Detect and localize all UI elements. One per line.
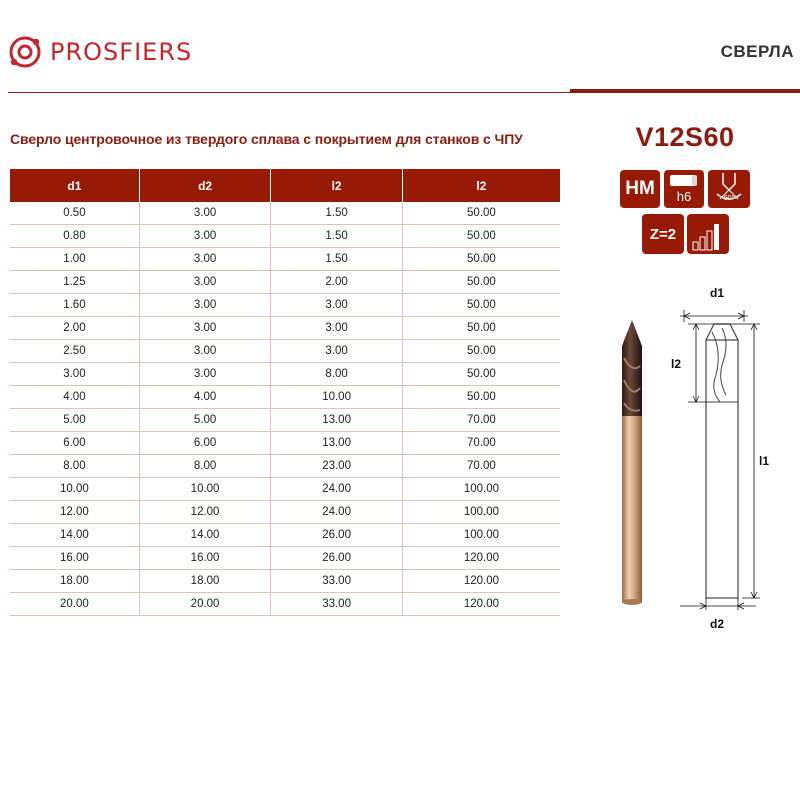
table-cell: 6.00 xyxy=(10,432,139,455)
technical-drawing xyxy=(660,280,780,630)
flutes-label: Z=2 xyxy=(649,225,677,243)
table-cell: 2.50 xyxy=(10,340,139,363)
table-cell: 10.00 xyxy=(271,386,403,409)
signal-bars-icon xyxy=(687,214,729,254)
table-cell: 100.00 xyxy=(402,478,560,501)
table-cell: 3.00 xyxy=(139,317,271,340)
table-cell: 50.00 xyxy=(402,317,560,340)
table-cell: 5.00 xyxy=(139,409,271,432)
table-cell: 1.50 xyxy=(271,248,403,271)
table-cell: 24.00 xyxy=(271,501,403,524)
table-cell: 26.00 xyxy=(271,547,403,570)
table-cell: 4.00 xyxy=(10,386,139,409)
table-cell: 2.00 xyxy=(10,317,139,340)
table-cell: 120.00 xyxy=(402,570,560,593)
table-cell: 33.00 xyxy=(271,593,403,616)
table-cell: 10.00 xyxy=(10,478,139,501)
column-header-d2: d2 xyxy=(139,169,271,202)
section-title: СВЕРЛА xyxy=(720,42,794,61)
drawing-label-l1: l1 xyxy=(759,454,770,468)
drawing-label-d1: d1 xyxy=(710,286,725,300)
table-cell: 1.50 xyxy=(271,225,403,248)
table-cell: 100.00 xyxy=(402,501,560,524)
brand-logo-icon xyxy=(8,35,42,69)
table-row xyxy=(10,432,560,455)
product-description: Сверло центровочное из твердого сплава с покрытием для станков с ЧПУ xyxy=(10,131,523,147)
table-cell: 12.00 xyxy=(10,501,139,524)
table-cell: 23.00 xyxy=(271,455,403,478)
table-cell: 70.00 xyxy=(402,455,560,478)
table-cell: 120.00 xyxy=(402,593,560,616)
drawing-label-d2: d2 xyxy=(710,617,725,630)
table-cell: 3.00 xyxy=(271,294,403,317)
table-cell: 26.00 xyxy=(271,524,403,547)
table-cell: 3.00 xyxy=(139,294,271,317)
table-row xyxy=(10,547,560,570)
table-cell: 24.00 xyxy=(271,478,403,501)
table-row xyxy=(10,593,560,616)
table-cell: 120.00 xyxy=(402,547,560,570)
table-row xyxy=(10,225,560,248)
table-row xyxy=(10,570,560,593)
table-row xyxy=(10,409,560,432)
table-cell: 18.00 xyxy=(139,570,271,593)
table-row xyxy=(10,271,560,294)
table-cell: 50.00 xyxy=(402,294,560,317)
tolerance-label: h6 xyxy=(676,189,692,204)
table-cell: 50.00 xyxy=(402,202,560,225)
table-row xyxy=(10,386,560,409)
table-cell: 12.00 xyxy=(139,501,271,524)
table-cell: 3.00 xyxy=(139,202,271,225)
column-header-l1: l2 xyxy=(402,169,560,202)
table-cell: 3.00 xyxy=(139,340,271,363)
table-cell: 6.00 xyxy=(139,432,271,455)
table-cell: 1.50 xyxy=(271,202,403,225)
header-divider-accent xyxy=(570,89,800,93)
table-cell: 50.00 xyxy=(402,225,560,248)
drill-angle-icon xyxy=(708,170,750,208)
table-row xyxy=(10,317,560,340)
table-cell: 3.00 xyxy=(271,317,403,340)
table-cell: 50.00 xyxy=(402,340,560,363)
table-cell: 20.00 xyxy=(139,593,271,616)
table-cell: 13.00 xyxy=(271,432,403,455)
table-row xyxy=(10,340,560,363)
table-cell: 50.00 xyxy=(402,386,560,409)
table-cell: 1.60 xyxy=(10,294,139,317)
table-cell: 1.00 xyxy=(10,248,139,271)
table-cell: 8.00 xyxy=(10,455,139,478)
table-cell: 70.00 xyxy=(402,432,560,455)
brand-name: PROSFIERS xyxy=(50,38,193,66)
table-row xyxy=(10,501,560,524)
table-cell: 14.00 xyxy=(10,524,139,547)
table-body xyxy=(10,202,560,616)
table-row xyxy=(10,478,560,501)
table-cell: 8.00 xyxy=(139,455,271,478)
table-cell: 0.50 xyxy=(10,202,139,225)
table-cell: 70.00 xyxy=(402,409,560,432)
angle-label: 90° xyxy=(723,195,735,202)
table-cell: 100.00 xyxy=(402,524,560,547)
table-row xyxy=(10,455,560,478)
table-cell: 2.00 xyxy=(271,271,403,294)
column-header-l2: l2 xyxy=(271,169,403,202)
drill-photo xyxy=(612,318,652,608)
table-cell: 3.00 xyxy=(10,363,139,386)
tolerance-badge xyxy=(664,170,704,208)
angle-badge xyxy=(708,170,750,208)
table-cell: 4.00 xyxy=(139,386,271,409)
drawing-label-l2: l2 xyxy=(671,357,682,371)
table-cell: 14.00 xyxy=(139,524,271,547)
specs-table xyxy=(10,169,560,616)
material-badge xyxy=(620,170,660,208)
table-cell: 3.00 xyxy=(271,340,403,363)
table-cell: 50.00 xyxy=(402,248,560,271)
table-cell: 3.00 xyxy=(139,271,271,294)
table-cell: 10.00 xyxy=(139,478,271,501)
table-cell: 18.00 xyxy=(10,570,139,593)
model-code: V12S60 xyxy=(635,122,735,152)
table-row xyxy=(10,524,560,547)
table-header-row xyxy=(10,169,560,202)
property-badges xyxy=(617,167,757,257)
table-row xyxy=(10,248,560,271)
flutes-badge xyxy=(642,214,684,254)
material-label: HM xyxy=(625,178,655,199)
table-cell: 33.00 xyxy=(271,570,403,593)
table-cell: 0.80 xyxy=(10,225,139,248)
table-cell: 20.00 xyxy=(10,593,139,616)
table-cell: 16.00 xyxy=(10,547,139,570)
application-badge xyxy=(687,214,729,254)
table-row xyxy=(10,294,560,317)
table-cell: 3.00 xyxy=(139,363,271,386)
table-cell: 3.00 xyxy=(139,225,271,248)
table-cell: 5.00 xyxy=(10,409,139,432)
brand-logo xyxy=(8,34,192,70)
table-cell: 1.25 xyxy=(10,271,139,294)
table-cell: 50.00 xyxy=(402,271,560,294)
table-cell: 16.00 xyxy=(139,547,271,570)
table-cell: 3.00 xyxy=(139,248,271,271)
table-cell: 8.00 xyxy=(271,363,403,386)
table-cell: 50.00 xyxy=(402,363,560,386)
column-header-d1: d1 xyxy=(10,169,139,202)
table-row xyxy=(10,202,560,225)
table-row xyxy=(10,363,560,386)
table-cell: 13.00 xyxy=(271,409,403,432)
